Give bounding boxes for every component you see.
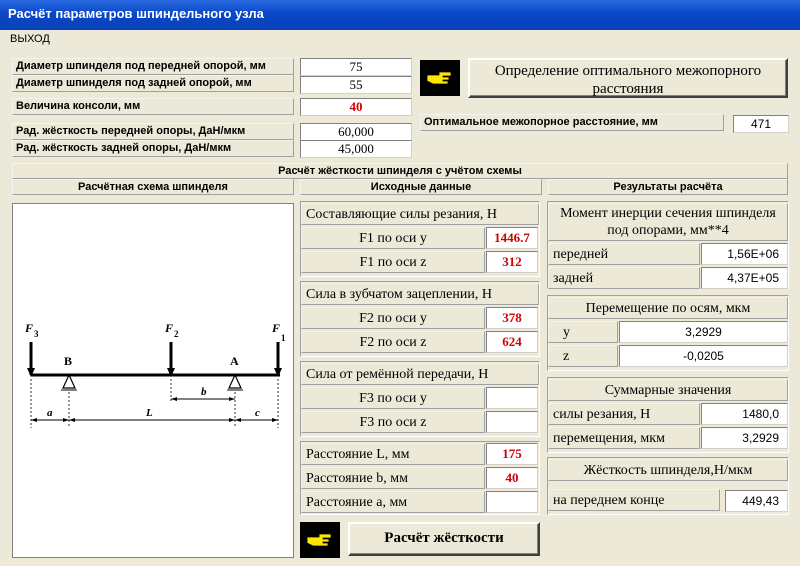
force-f1-sub: 1 (281, 333, 286, 343)
dim-L-label: L (146, 407, 153, 419)
sum-force-label: силы резания, Н (548, 403, 700, 425)
dim-a-label: a (47, 407, 53, 419)
rear-stiffness-label: Рад. жёсткость задней опоры, ДаН/мкм (12, 140, 294, 157)
window-title: Расчёт параметров шпиндельного узла (8, 6, 264, 21)
distance-L-input[interactable]: 175 (486, 443, 538, 465)
inertia-rear-label: задней (548, 267, 700, 289)
f3y-label: F3 по оси y (301, 387, 485, 409)
force-f3-label: F (25, 321, 34, 335)
sum-force-value: 1480,0 (701, 403, 788, 425)
force-f2-sub: 2 (174, 329, 179, 339)
displacement-y-value: 3,2929 (619, 321, 788, 343)
force-f3-sub: 3 (34, 329, 39, 339)
sum-move-label: перемещения, мкм (548, 427, 700, 449)
f1z-label: F1 по оси z (301, 251, 485, 273)
front-diameter-input[interactable]: 75 (300, 58, 412, 76)
cutting-force-title: Составляющие силы резания, Н (301, 203, 539, 225)
support-a (229, 375, 241, 388)
displacement-title: Перемещение по осям, мкм (548, 297, 788, 319)
dim-b-label: b (201, 386, 207, 398)
distance-a-input[interactable] (486, 491, 538, 513)
sum-title: Суммарные значения (548, 379, 788, 401)
displacement-z-label: z (548, 345, 618, 367)
spindle-scheme (12, 203, 294, 558)
stiffness-front-end-label: на переднем конце (548, 489, 720, 511)
f2z-input[interactable]: 624 (486, 331, 538, 353)
results-header: Результаты расчёта (548, 179, 788, 195)
f1y-label: F1 по оси y (301, 227, 485, 249)
inertia-front-value: 1,56E+06 (701, 243, 788, 265)
f3z-input[interactable] (486, 411, 538, 433)
dim-c-label: c (255, 407, 260, 419)
f1z-input[interactable]: 312 (486, 251, 538, 273)
displacement-y-label: y (548, 321, 618, 343)
f3y-input[interactable] (486, 387, 538, 409)
stiffness-title: Жёсткость шпинделя,Н/мкм (548, 459, 788, 481)
support-a-label: A (230, 354, 239, 368)
force-f1-label: F (272, 321, 281, 335)
sum-move-value: 3,2929 (701, 427, 788, 449)
inertia-rear-value: 4,37E+05 (701, 267, 788, 289)
menu-bar (0, 30, 800, 50)
support-b-label: B (64, 354, 73, 368)
support-b (63, 375, 75, 388)
front-stiffness-label: Рад. жёсткость передней опоры, ДаН/мкм (12, 123, 294, 140)
rear-stiffness-input[interactable]: 45,000 (300, 140, 412, 158)
inertia-title: Момент инерции сечения шпинделя под опорами, мм**4 (548, 203, 788, 241)
console-input[interactable]: 40 (300, 98, 412, 116)
section-title: Расчёт жёсткости шпинделя с учётом схемы (12, 163, 788, 179)
scheme-header: Расчётная схема шпинделя (12, 179, 294, 195)
inertia-front-label: передней (548, 243, 700, 265)
f2z-label: F2 по оси z (301, 331, 485, 353)
f1y-input[interactable]: 1446.7 (486, 227, 538, 249)
rear-diameter-label: Диаметр шпинделя под задней опорой, мм (12, 75, 294, 92)
displacement-z-value: -0,0205 (619, 345, 788, 367)
input-header: Исходные данные (300, 179, 542, 195)
stiffness-front-end-value: 449,43 (725, 490, 788, 512)
distance-b-label: Расстояние b, мм (301, 467, 485, 489)
distance-a-label: Расстояние a, мм (301, 491, 485, 513)
force-f2-label: F (165, 321, 174, 335)
rear-diameter-input[interactable]: 55 (300, 76, 412, 94)
optimal-distance-value: 471 (733, 115, 789, 133)
optimal-distance-label: Оптимальное межопорное расстояние, мм (420, 114, 724, 131)
calculate-stiffness-button[interactable]: Расчёт жёсткости (348, 522, 540, 556)
front-stiffness-input[interactable]: 60,000 (300, 123, 412, 141)
optimal-distance-button[interactable]: Определение оптимального межопорного расстояния (468, 58, 788, 98)
f2y-input[interactable]: 378 (486, 307, 538, 329)
gear-force-title: Сила в зубчатом зацеплении, Н (301, 283, 539, 305)
pointing-hand-icon (420, 60, 460, 96)
pointing-hand-icon-2 (300, 522, 340, 558)
distance-L-label: Расстояние L, мм (301, 443, 485, 465)
belt-force-title: Сила от ремённой передачи, Н (301, 363, 539, 385)
distance-b-input[interactable]: 40 (486, 467, 538, 489)
menu-exit[interactable]: ВЫХОД (10, 33, 50, 45)
f2y-label: F2 по оси y (301, 307, 485, 329)
front-diameter-label: Диаметр шпинделя под передней опорой, мм (12, 58, 294, 75)
f3z-label: F3 по оси z (301, 411, 485, 433)
console-label: Величина консоли, мм (12, 98, 294, 115)
